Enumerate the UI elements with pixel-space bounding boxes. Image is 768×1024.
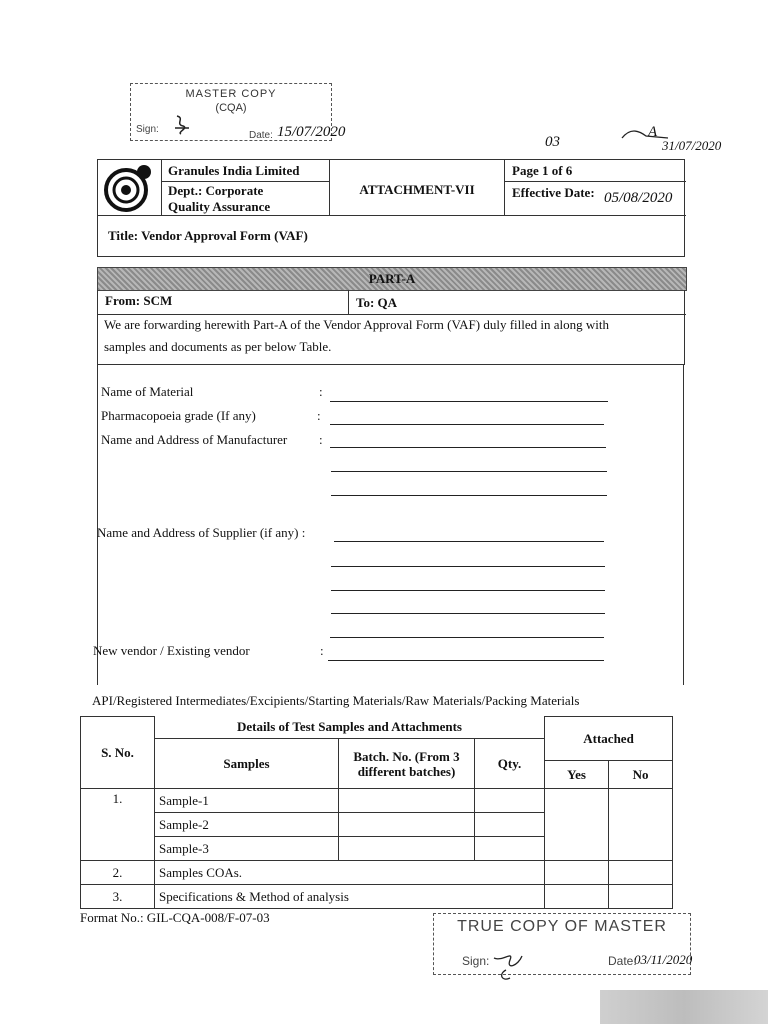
header-no: No — [609, 761, 673, 789]
document-header — [97, 159, 685, 257]
stamp-date-label: Date: — [249, 130, 273, 141]
row3-sno: 3. — [81, 885, 155, 909]
material-label: Name of Material — [101, 384, 194, 399]
material-categories: API/Registered Intermediates/Excipients/Starting Materials/Raw Materials/Packing Materials — [92, 693, 580, 708]
effective-date-label: Effective Date: — [512, 185, 595, 200]
true-copy-title: TRUE COPY OF MASTER — [457, 918, 667, 935]
sample-3-label: Sample-3 — [155, 837, 339, 861]
table-row — [81, 861, 673, 885]
supplier-input-1[interactable] — [334, 541, 604, 542]
sample-2-label: Sample-2 — [155, 813, 339, 837]
manufacturer-input-2[interactable] — [331, 471, 607, 472]
part-a-banner: PART-A — [97, 267, 687, 291]
section-header: Details of Test Samples and Attachments — [155, 717, 545, 739]
sample-3-batch[interactable] — [339, 837, 475, 861]
true-copy-sign-label: Sign: — [462, 954, 490, 968]
header-attached: Attached — [545, 717, 673, 761]
true-copy-date-label: Date: — [608, 954, 637, 968]
from-field: From: SCM — [105, 293, 173, 308]
row2-yes[interactable] — [545, 861, 609, 885]
vendor-input[interactable] — [328, 660, 604, 661]
sample-2-batch[interactable] — [339, 813, 475, 837]
grade-label: Pharmacopoeia grade (If any) — [101, 408, 256, 423]
grade-input[interactable] — [330, 424, 604, 425]
master-copy-stamp — [130, 83, 346, 141]
format-number: Format No.: GIL-CQA-008/F-07-03 — [80, 910, 270, 925]
vendor-colon: : — [320, 643, 324, 658]
master-copy-title: MASTER COPY — [185, 88, 277, 100]
sample-2-qty[interactable] — [475, 813, 545, 837]
company-logo — [100, 162, 158, 219]
header-yes: Yes — [545, 761, 609, 789]
intro-line2: samples and documents as per below Table. — [104, 339, 332, 354]
signature-scribble — [171, 114, 193, 141]
sample-1-label: Sample-1 — [155, 789, 339, 813]
row2-label: Samples COAs. — [155, 861, 545, 885]
vendor-label: New vendor / Existing vendor — [93, 643, 250, 658]
part-a-box — [97, 290, 685, 365]
manufacturer-input-1[interactable] — [330, 447, 606, 448]
stamp-date-value: 15/07/2020 — [277, 124, 346, 140]
true-copy-signature — [492, 948, 526, 987]
department-line1: Dept.: Corporate — [168, 183, 264, 198]
samples-table — [80, 716, 673, 909]
supplier-input-5[interactable] — [330, 637, 604, 638]
material-colon: : — [319, 384, 323, 399]
supplier-label: Name and Address of Supplier (if any) : — [97, 525, 306, 540]
row3-no[interactable] — [609, 885, 673, 909]
header-samples: Samples — [155, 739, 339, 789]
row3-label: Specifications & Method of analysis — [155, 885, 545, 909]
sample-3-qty[interactable] — [475, 837, 545, 861]
row3-yes[interactable] — [545, 885, 609, 909]
supplier-input-4[interactable] — [331, 613, 605, 614]
table-row — [81, 789, 673, 813]
true-copy-stamp — [433, 913, 691, 975]
form-title: Title: Vendor Approval Form (VAF) — [108, 228, 308, 243]
sample-1-qty[interactable] — [475, 789, 545, 813]
stamp-sign-label: Sign: — [136, 124, 159, 135]
header-batch: Batch. No. (From 3 different batches) — [339, 739, 475, 789]
table-row — [81, 885, 673, 909]
effective-date-value: 05/08/2020 — [604, 190, 673, 206]
handwritten-initial: A — [648, 124, 658, 140]
true-copy-date-value: 03/11/2020 — [634, 952, 693, 967]
scan-artifact — [600, 990, 768, 1024]
manufacturer-input-3[interactable] — [331, 495, 607, 496]
manufacturer-colon: : — [319, 432, 323, 447]
attachment-label: ATTACHMENT-VII — [359, 182, 475, 197]
company-name: Granules India Limited — [168, 163, 300, 178]
row2-no[interactable] — [609, 861, 673, 885]
header-qty: Qty. — [475, 739, 545, 789]
to-field: To: QA — [356, 295, 398, 310]
sample-1-batch[interactable] — [339, 789, 475, 813]
material-input[interactable] — [330, 401, 608, 402]
grade-colon: : — [317, 408, 321, 423]
manufacturer-label: Name and Address of Manufacturer — [101, 432, 288, 447]
department-line2: Quality Assurance — [168, 199, 271, 214]
handwritten-date: 31/07/2020 — [662, 138, 722, 153]
handwritten-number: 03 — [545, 134, 560, 150]
page-number: Page 1 of 6 — [512, 163, 573, 178]
sample-no-cell[interactable] — [609, 789, 673, 861]
master-copy-subtitle: (CQA) — [215, 102, 247, 114]
row1-sno: 1. — [81, 789, 155, 861]
supplier-input-2[interactable] — [331, 566, 605, 567]
sample-yes-cell[interactable] — [545, 789, 609, 861]
header-sno: S. No. — [81, 717, 155, 789]
supplier-input-3[interactable] — [331, 590, 605, 591]
row2-sno: 2. — [81, 861, 155, 885]
intro-line1: We are forwarding herewith Part-A of the Vendor Approval Form (VAF) duly filled in along with — [104, 317, 610, 332]
